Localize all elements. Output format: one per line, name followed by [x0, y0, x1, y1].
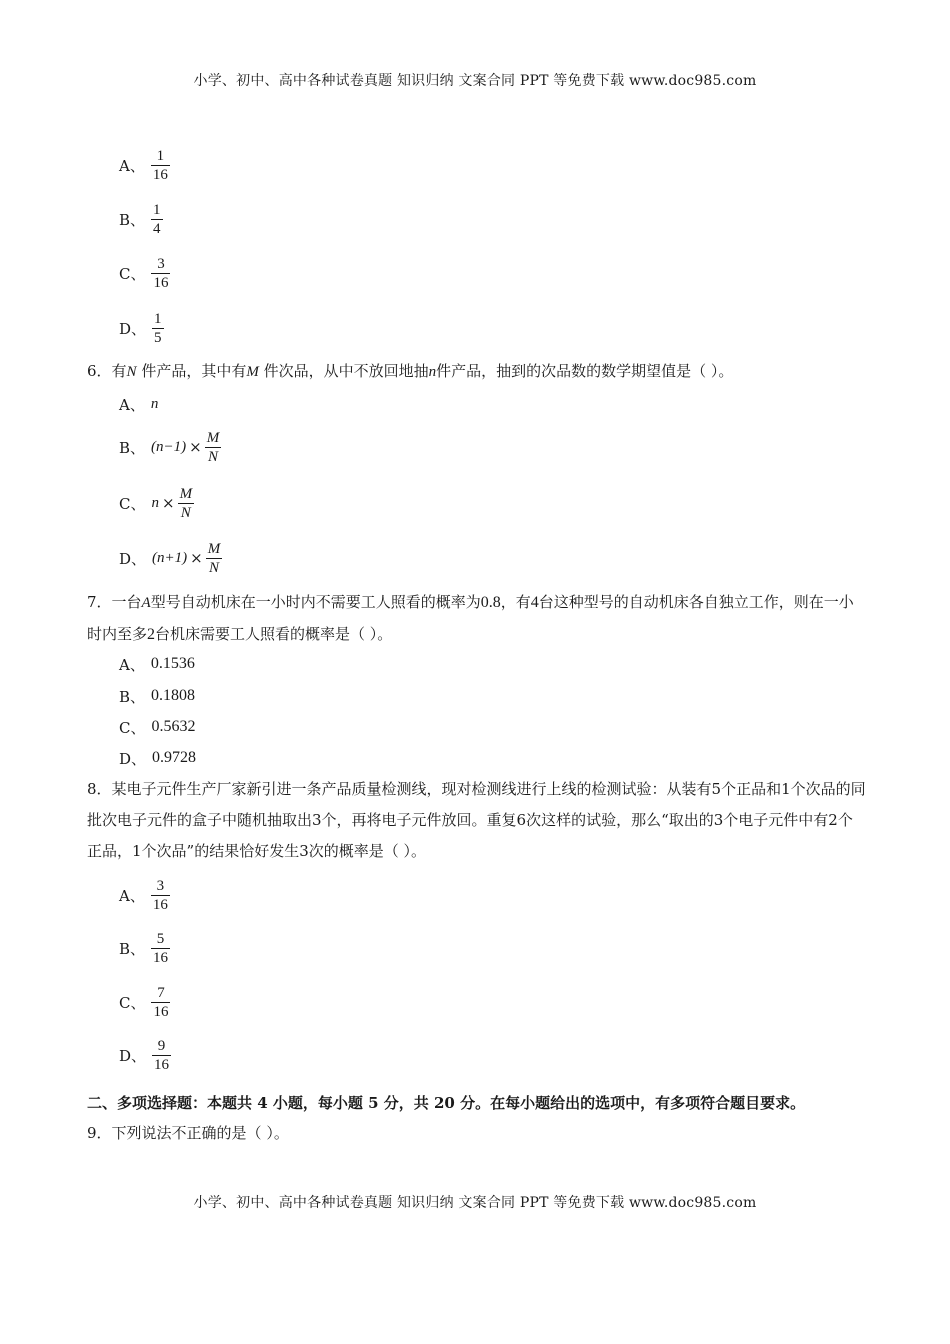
- fraction: [151, 984, 170, 1021]
- option-label: B、: [119, 438, 146, 457]
- q6-option-d: [119, 536, 222, 580]
- option-value: 0.5632: [151, 718, 196, 735]
- question-6-text: 件产品，抽到的次品数的数学期望值是（ ）。: [436, 362, 734, 380]
- q8-option-b: [119, 926, 170, 970]
- q5-option-b: [119, 197, 163, 241]
- denominator: 5: [154, 329, 162, 346]
- fraction: [205, 429, 222, 466]
- denominator: 16: [152, 896, 168, 913]
- option-label: A、: [119, 156, 145, 175]
- q5-option-c: [119, 251, 170, 295]
- q5-option-a: [119, 143, 170, 187]
- numerator: 1: [153, 201, 161, 218]
- denominator: 16: [153, 274, 169, 291]
- machine-count: 4: [530, 594, 539, 611]
- option-label: C、: [119, 993, 146, 1012]
- fraction: [151, 930, 170, 967]
- option-label: B、: [119, 210, 146, 229]
- option-label: A、: [119, 886, 145, 905]
- question-6-text: 6．有: [87, 362, 127, 380]
- denominator: 16: [153, 949, 169, 966]
- numerator: 9: [157, 1037, 166, 1054]
- option-value: 0.1536: [150, 655, 195, 672]
- question-7-text: 台这种型号的自动机床各自独立工作，则在一小时内至多: [87, 593, 854, 643]
- option-label: A、: [119, 655, 145, 674]
- q7-option-c: [119, 716, 195, 738]
- numerator: M: [207, 540, 221, 557]
- denominator: N: [180, 504, 191, 521]
- q8-option-d: [119, 1033, 171, 1077]
- numerator: 7: [157, 984, 165, 1001]
- option-label: D、: [119, 549, 147, 568]
- question-7-text: ，有: [500, 593, 531, 611]
- q6-option-c: [119, 481, 194, 525]
- variable-n-total: N: [126, 364, 137, 380]
- times-sign: ×: [161, 494, 175, 512]
- option-label: D、: [119, 749, 147, 768]
- option-expression: n: [151, 494, 159, 511]
- numerator: 5: [156, 930, 165, 947]
- times-sign: ×: [190, 549, 203, 567]
- option-label: A、: [119, 395, 145, 414]
- numerator: 1: [156, 147, 165, 164]
- q7-option-a: [119, 653, 195, 675]
- question-7-text: 7．一台: [87, 593, 142, 611]
- variable-m: M: [246, 364, 259, 380]
- question-6: [87, 356, 867, 388]
- option-expression: n: [150, 395, 159, 412]
- q8-option-c: [119, 980, 170, 1024]
- question-9: 9．下列说法不正确的是（ ）。: [87, 1124, 289, 1142]
- option-label: D、: [119, 319, 147, 338]
- fraction: [151, 147, 170, 184]
- q8-option-a: [119, 873, 170, 917]
- option-label: B、: [119, 939, 146, 958]
- denominator: 4: [153, 220, 161, 237]
- option-value: 0.1808: [151, 687, 196, 704]
- question-7: [87, 587, 867, 650]
- max-count: 2: [147, 626, 156, 643]
- times-sign: ×: [189, 438, 202, 456]
- numerator: 3: [156, 877, 165, 894]
- numerator: M: [179, 485, 193, 502]
- q5-option-d: [119, 306, 164, 350]
- section-2-heading: 二、多项选择题：本题共 4 小题，每小题 5 分，共 20 分。在每小题给出的选项中，有多项符合题目要求。: [87, 1094, 806, 1112]
- q6-option-a: [119, 393, 158, 415]
- question-6-text: 件次品，从中不放回地抽: [258, 362, 429, 380]
- numerator: 3: [157, 255, 165, 272]
- question-7-text: 型号自动机床在一小时内不需要工人照看的概率为: [150, 593, 481, 611]
- option-value: 0.9728: [152, 749, 197, 766]
- numerator: M: [206, 429, 220, 446]
- option-label: C、: [119, 494, 146, 513]
- variable-n: n: [428, 364, 437, 380]
- denominator: 16: [153, 1003, 169, 1020]
- page-footer: 小学、初中、高中各种试卷真题 知识归纳 文案合同 PPT 等免费下载 www.doc985.com: [193, 1195, 757, 1211]
- denominator: 16: [154, 1056, 170, 1073]
- question-6-text: 件产品，其中有: [136, 362, 247, 380]
- q7-option-d: [119, 747, 196, 769]
- denominator: N: [208, 559, 219, 576]
- q7-option-b: [119, 685, 195, 707]
- variable-a: A: [141, 595, 151, 611]
- probability-value: 0.8: [480, 594, 501, 611]
- fraction: [152, 1037, 171, 1074]
- q6-option-b: [119, 425, 221, 469]
- question-8: 8．某电子元件生产厂家新引进一条产品质量检测线，现对检测线进行上线的检测试验：从装有5个正品和1个次品的同批次电子元件的盒子中随机抽取出3个，再将电子元件放回。重复6次这样的试验，那么“取出的3个电子元件中有2个正品，1个次品”的结果恰好发生3次的概率是（ ）。: [87, 780, 866, 860]
- fraction: [151, 877, 170, 914]
- option-label: D、: [119, 1046, 147, 1065]
- fraction: [151, 201, 163, 238]
- denominator: 16: [152, 166, 168, 183]
- fraction: [178, 485, 195, 522]
- question-7-text: 台机床需要工人照看的概率是（ ）。: [155, 625, 393, 643]
- denominator: N: [207, 448, 218, 465]
- option-expression: (n−1): [151, 438, 187, 455]
- option-expression: (n+1): [152, 549, 188, 566]
- option-label: B、: [119, 687, 146, 706]
- page-header: 小学、初中、高中各种试卷真题 知识归纳 文案合同 PPT 等免费下载 www.doc985.com: [193, 73, 757, 89]
- fraction: [151, 255, 170, 292]
- option-label: C、: [119, 718, 146, 737]
- fraction: [206, 540, 223, 577]
- fraction: [152, 310, 164, 347]
- option-label: C、: [119, 264, 146, 283]
- numerator: 1: [154, 310, 162, 327]
